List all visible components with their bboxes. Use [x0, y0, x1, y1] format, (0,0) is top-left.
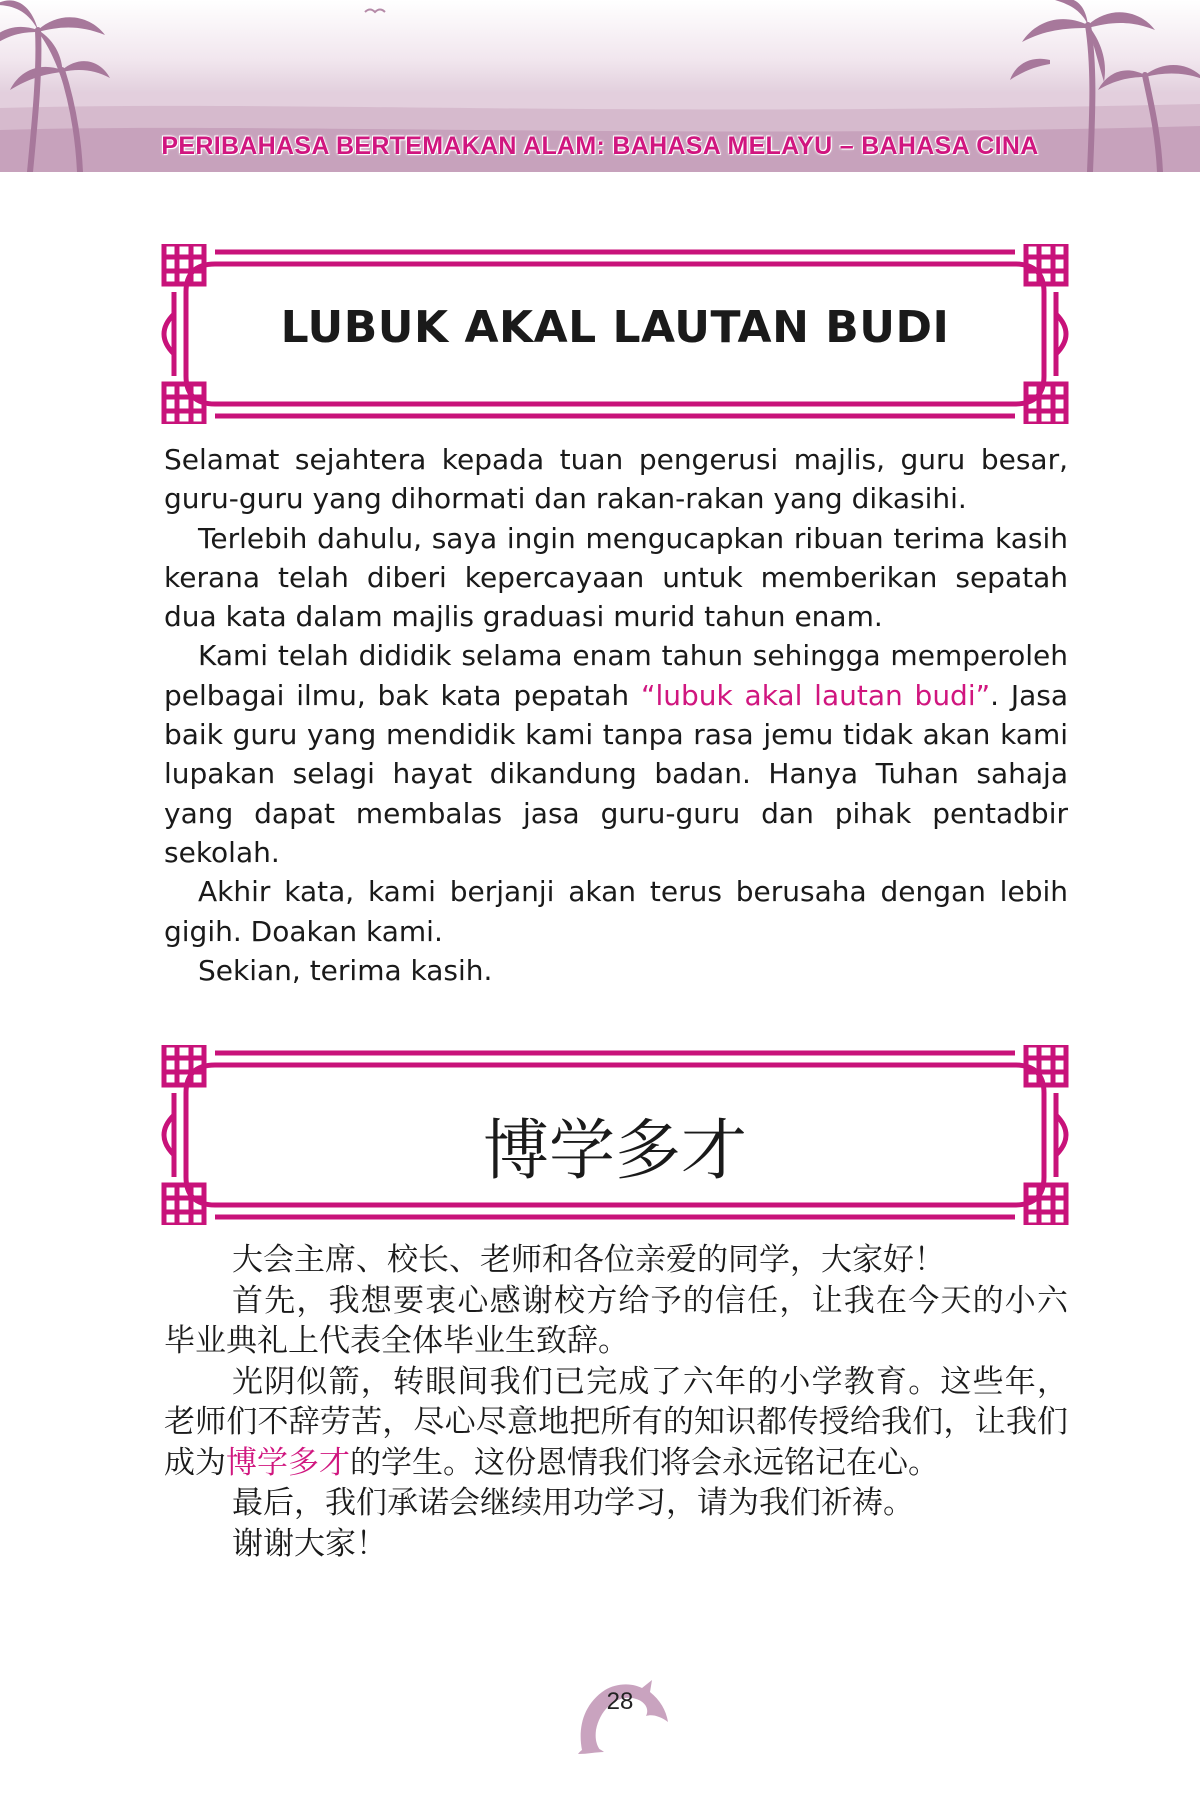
heading-chinese: 博学多才	[483, 1112, 747, 1189]
heading-frame-malay	[160, 244, 1070, 424]
idiom-highlight: 博学多才	[226, 1444, 350, 1481]
paragraph: Terlebih dahulu, saya ingin mengucapkan ribuan terima kasih kerana telah diberi kepercayaan untuk memberikan sepatah dua kata dalam majlis graduasi murid tahun enam.	[164, 521, 1068, 634]
paragraph: 最后，我们承诺会继续用功学习，请为我们祈祷。	[232, 1485, 914, 1521]
page-footer	[560, 1660, 680, 1760]
page-number: 28	[606, 1688, 634, 1715]
paragraph: 大会主席、校长、老师和各位亲爱的同学，大家好！	[232, 1242, 945, 1278]
paragraph	[164, 1362, 1068, 1484]
paragraph-text: Kami telah dididik selama enam tahun sehingga memperoleh pelbagai ilmu, bak kata pepatah	[164, 639, 1068, 712]
paragraph-text: 的学生。这份恩情我们将会永远铭记在心。	[350, 1444, 939, 1481]
heading-frame-chinese	[160, 1045, 1070, 1225]
paragraph: 首先，我想要衷心感谢校方给予的信任，让我在今天的小六毕业典礼上代表全体毕业生致辞。	[164, 1282, 1068, 1359]
heading-malay: LUBUK AKAL LAUTAN BUDI	[280, 302, 950, 353]
proverb-highlight: “lubuk akal lautan budi”	[640, 678, 991, 712]
paragraph-text: 光阴似箭，转眼间我们已完成了六年的小学教育。这些年，老师们不辞劳苦，尽心尽意地把所有的知识都传授给我们，让我们成为	[164, 1363, 1068, 1481]
paragraph: Sekian, terima kasih.	[198, 953, 493, 987]
malay-speech	[164, 440, 1068, 990]
paragraph: Akhir kata, kami berjanji akan terus berusaha dengan lebih gigih. Doakan kami.	[164, 875, 1068, 948]
paragraph	[164, 636, 1068, 872]
header-banner	[0, 0, 1200, 172]
paragraph: 谢谢大家！	[232, 1525, 387, 1562]
paragraph: Selamat sejahtera kepada tuan pengerusi majlis, guru besar, guru-guru yang dihormati dan rakan-rakan yang dikasihi.	[164, 443, 1068, 516]
header-title: PERIBAHASA BERTEMAKAN ALAM: BAHASA MELAYU – BAHASA CINA	[161, 132, 1039, 160]
chinese-speech	[164, 1240, 1068, 1564]
paragraph-text: . Jasa baik guru yang mendidik kami tanpa rasa jemu tidak akan kami lupakan selagi hayat dikandung badan. Hanya Tuhan sahaja yang dapat membalas jasa guru-guru dan pihak pentadbir sekolah.	[164, 678, 1068, 869]
